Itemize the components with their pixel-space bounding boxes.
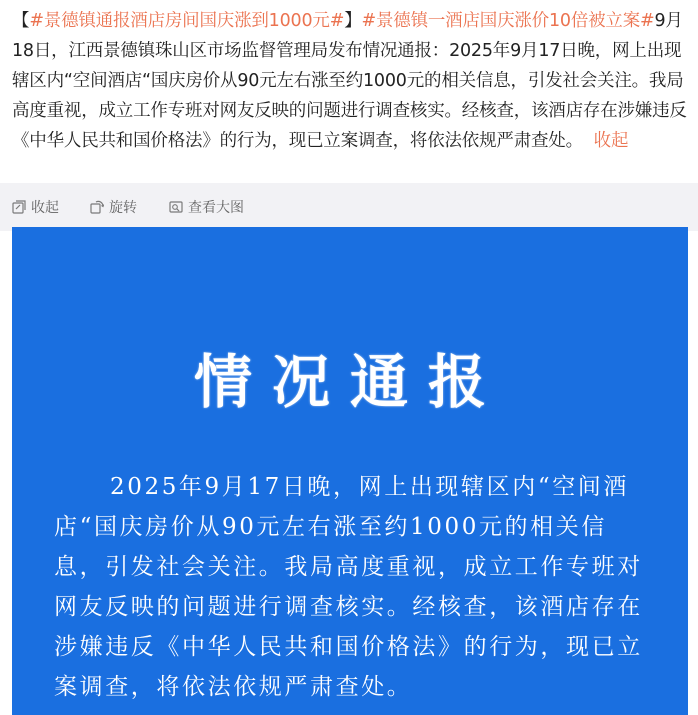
rotate-button[interactable] (90, 197, 137, 217)
notice-title: 情况通报 (193, 348, 506, 416)
notice-body: 2025年9月17日晚，网上出现辖区内“空间酒店“国庆房价从90元左右涨至约1000元的相关信息，引发社会关注。我局高度重视，成立工作专班对网友反映的问题进行调查核实。经核查，该酒店存在涉嫌违反《中华人民共和国价格法》的行为，现已立案调查，将依法依规严肃查处。 (54, 474, 643, 700)
post-bracket-open: 【 (12, 11, 30, 31)
collapse-label: 收起 (31, 200, 59, 216)
rotate-label: 旋转 (109, 200, 137, 216)
post-text (12, 6, 692, 156)
topic-link-hotel-price[interactable]: #景德镇通报酒店房间国庆涨到1000元# (29, 11, 345, 31)
rotate-icon (90, 200, 104, 214)
view-large-label: 查看大图 (188, 200, 244, 216)
collapse-icon (12, 200, 26, 214)
notice-image[interactable] (12, 227, 688, 715)
image-toolbar (0, 183, 698, 231)
topic-link-hotel-case[interactable]: #景德镇一酒店国庆涨价10倍被立案# (361, 11, 655, 31)
view-large-button[interactable] (169, 197, 244, 217)
collapse-text-link[interactable]: 收起 (593, 131, 629, 151)
collapse-button[interactable] (12, 197, 59, 217)
post-body: 9月18日，江西景德镇珠山区市场监督管理局发布情况通报：2025年9月17日晚，网上出现辖区内“空间酒店“国庆房价从90元左右涨至约1000元的相关信息，引发社会关注。我局高度重视，成立工作专班对网友反映的问题进行调查核实。经核查，该酒店存在涉嫌违反《中华人民共和国价格法》的行为，现已立案调查，将依法依规严肃查处。 (12, 11, 687, 151)
view-large-icon (169, 200, 183, 214)
post-bracket-close: 】 (344, 11, 362, 31)
